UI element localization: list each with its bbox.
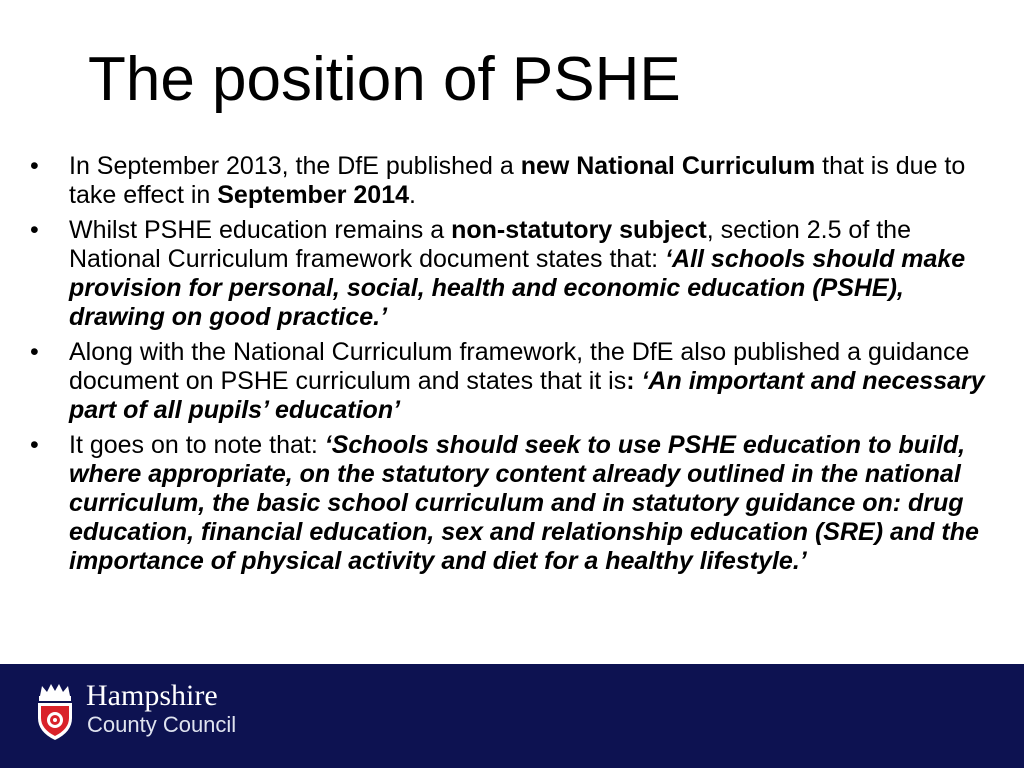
bullet-marker: • bbox=[30, 338, 39, 366]
bullet-item bbox=[30, 216, 998, 332]
bullet-text: It goes on to note that: bbox=[69, 431, 325, 459]
bullet-text: , section 2.5 of the National Curriculum framework document states that: bbox=[69, 216, 911, 273]
bullet-bold-text: : bbox=[626, 367, 635, 395]
bullet-item bbox=[30, 338, 998, 425]
bullet-marker: • bbox=[30, 152, 39, 180]
bullet-bold-text: non-statutory subject bbox=[451, 216, 707, 244]
bullet-text: Along with the National Curriculum framework, the DfE also published a guidance document on PSHE curriculum and states that it is bbox=[69, 338, 970, 395]
bullet-marker: • bbox=[30, 216, 39, 244]
bullet-bold-text: new National Curriculum bbox=[520, 152, 816, 180]
bullet-item bbox=[30, 152, 998, 210]
bullet-text: that is due to take effect in bbox=[69, 152, 966, 209]
bullet-item bbox=[30, 431, 998, 576]
org-name-line2: County Council bbox=[87, 712, 237, 737]
bullet-text: In September 2013, the DfE published a bbox=[69, 152, 521, 180]
bullet-quote: ‘Schools should seek to use PSHE education to build, where appropriate, on the statutory content already outlined in the national curriculum, the basic school curriculum and in statutory guidance on: drug education, financial education, sex and relationship education (SRE) and the importance of physical activity and diet for a healthy lifestyle.’ bbox=[69, 431, 979, 575]
bullet-text: . bbox=[409, 181, 416, 209]
slide-title: The position of PSHE bbox=[88, 45, 681, 114]
org-name-line1: Hampshire bbox=[86, 679, 218, 712]
hampshire-crest-icon bbox=[30, 682, 80, 742]
bullet-quote: ‘All schools should make provision for personal, social, health and economic education (PSHE), drawing on good practice.’ bbox=[69, 245, 966, 331]
bullet-text: Whilst PSHE education remains a bbox=[69, 216, 452, 244]
bullet-marker: • bbox=[30, 431, 39, 459]
bullet-bold-text: September 2014 bbox=[217, 181, 410, 209]
bullet-quote: ‘An important and necessary part of all pupils’ education’ bbox=[69, 367, 985, 424]
bullet-list bbox=[30, 152, 998, 582]
